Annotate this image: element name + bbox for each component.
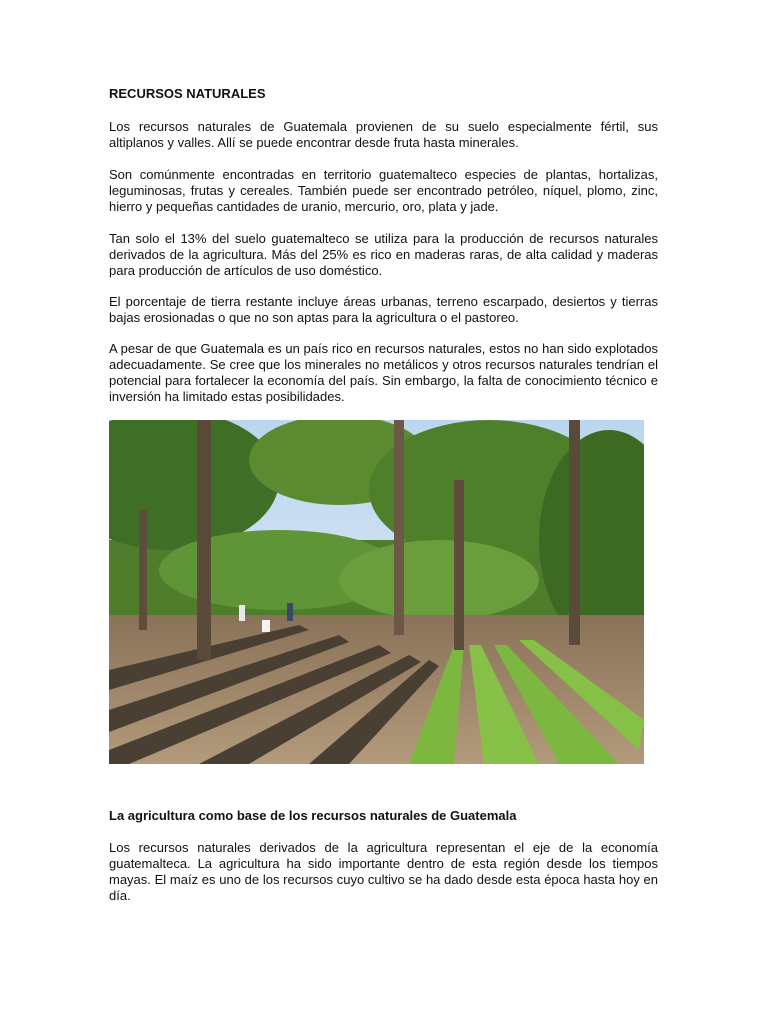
paragraph-agriculture: Los recursos naturales derivados de la agricultura representan el eje de la economía guatemalteca. La agricultura ha sido importante dentro de esta región desde los tiempos mayas. El maíz es uno de los recursos cuyo cultivo se ha dado desde esta época hasta hoy en día. (109, 840, 658, 903)
paragraph-soil: Los recursos naturales de Guatemala provienen de su suelo especialmente fértil, sus altiplanos y valles. Allí se puede encontrar desde fruta hasta minerales. (109, 119, 658, 150)
plantation-photo (109, 420, 644, 764)
paragraph-remaining-land: El porcentaje de tierra restante incluye áreas urbanas, terreno escarpado, desiertos y tierras bajas erosionadas o que no son aptas para la agricultura o el pastoreo. (109, 294, 658, 325)
paragraph-species: Son comúnmente encontradas en territorio guatemalteco especies de plantas, hortalizas, leguminosas, frutas y cereales. También puede ser encontrado petróleo, níquel, plomo, zinc, hierro y pequeñas cantidades de uranio, mercurio, oro, plata y jade. (109, 167, 658, 214)
paragraph-exploitation: A pesar de que Guatemala es un país rico en recursos naturales, estos no han sido explotados adecuadamente. Se cree que los minerales no metálicos y otros recursos naturales tendrían el potencial para fortalecer la economía del país. Sin embargo, la falta de conocimiento técnico e inversión ha limitado estas posibilidades. (109, 341, 658, 404)
paragraph-land-use: Tan solo el 13% del suelo guatemalteco se utiliza para la producción de recursos naturales derivados de la agricultura. Más del 25% es rico en maderas raras, de alta calidad y maderas para producción de artículos de uso doméstico. (109, 231, 658, 278)
section-title: RECURSOS NATURALES (109, 86, 266, 101)
section-title-agriculture: La agricultura como base de los recursos naturales de Guatemala (109, 808, 517, 823)
